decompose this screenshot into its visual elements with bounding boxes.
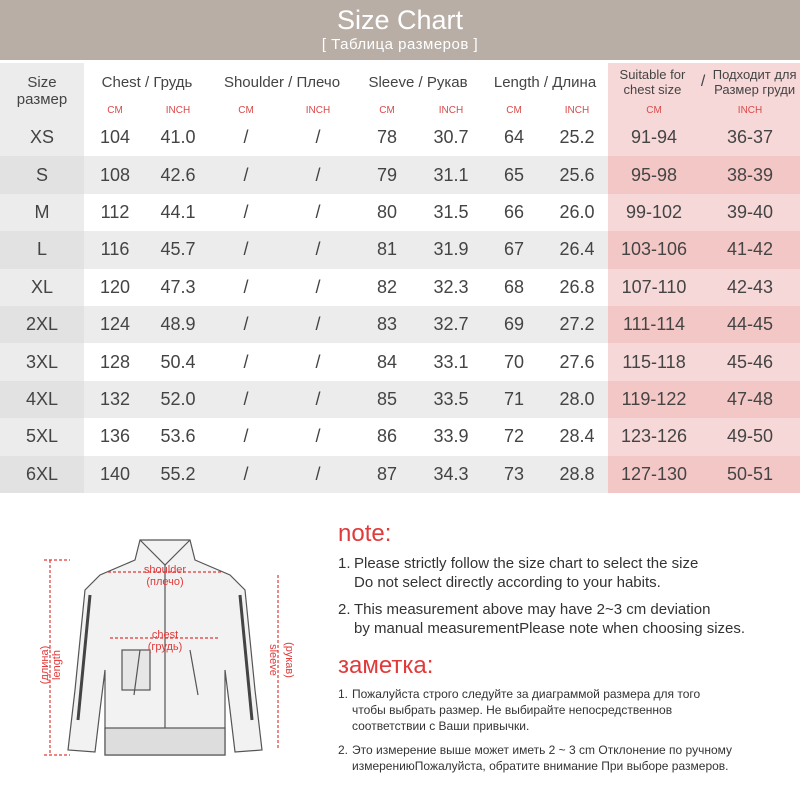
cell-size: L [0, 231, 84, 268]
cell-len-cm: 65 [482, 156, 546, 193]
cell-chest-cm: 112 [84, 194, 146, 231]
unit-inch: INCH [564, 104, 590, 116]
cell-chest-cm: 120 [84, 269, 146, 306]
cell-size: 4XL [0, 381, 84, 418]
ru-note-title: заметка: [338, 652, 434, 679]
cell-len-cm: 72 [482, 418, 546, 455]
cell-size: 5XL [0, 418, 84, 455]
cell-fit-in: 50-51 [700, 456, 800, 493]
header-title: Size Chart [336, 5, 464, 35]
cell-sl-cm: 84 [354, 343, 420, 380]
size-table [0, 63, 800, 493]
unit-cm: CM [506, 104, 522, 116]
cell-size: M [0, 194, 84, 231]
cell-len-cm: 64 [482, 119, 546, 156]
cell-fit-cm: 111-114 [608, 306, 700, 343]
cell-len-cm: 73 [482, 456, 546, 493]
cell-sl-cm: 85 [354, 381, 420, 418]
table-row [0, 269, 800, 306]
cell-fit-in: 41-42 [700, 231, 800, 268]
cell-sl-in: 30.7 [420, 119, 482, 156]
cell-sl-in: 33.5 [420, 381, 482, 418]
chest-label-en: chest [151, 629, 179, 641]
cell-len-in: 27.2 [546, 306, 608, 343]
cell-sl-cm: 82 [354, 269, 420, 306]
sleeve-label-en: sleeve [267, 644, 279, 676]
cell-sh-cm: / [210, 306, 282, 343]
cell-sl-in: 34.3 [420, 456, 482, 493]
cell-sl-cm: 80 [354, 194, 420, 231]
cell-fit-in: 42-43 [700, 269, 800, 306]
cell-fit-cm: 99-102 [608, 194, 700, 231]
note-number: 2. [338, 601, 351, 618]
cell-fit-cm: 115-118 [608, 343, 700, 380]
cell-fit-cm: 119-122 [608, 381, 700, 418]
cell-fit-in: 49-50 [700, 418, 800, 455]
note-text: Do not select directly according to your habits. [354, 574, 661, 591]
cell-len-cm: 68 [482, 269, 546, 306]
sleeve-label-ru: (рукав) [283, 642, 295, 678]
cell-sl-in: 33.1 [420, 343, 482, 380]
cell-sh-in: / [282, 119, 354, 156]
cell-sh-in: / [282, 418, 354, 455]
col-shoulder-header: Shoulder / Плечо [223, 73, 341, 91]
cell-len-cm: 71 [482, 381, 546, 418]
ru-note-text: Пожалуйста строго следуйте за диаграммой размера для того [352, 687, 701, 701]
length-label-ru: (длина) [39, 645, 51, 685]
cell-sh-in: / [282, 381, 354, 418]
cell-chest-in: 52.0 [146, 381, 210, 418]
cell-sl-in: 32.7 [420, 306, 482, 343]
cell-size: XL [0, 269, 84, 306]
unit-inch: INCH [438, 104, 464, 116]
suitable-ru-label: Подходит для Размер груди [712, 67, 797, 97]
cell-len-cm: 67 [482, 231, 546, 268]
cell-chest-in: 45.7 [146, 231, 210, 268]
ru-note-number: 2. [338, 743, 349, 757]
jacket-measurement-diagram [30, 520, 300, 780]
cell-sl-in: 33.9 [420, 418, 482, 455]
cell-sh-in: / [282, 306, 354, 343]
cell-sl-cm: 78 [354, 119, 420, 156]
table-header-row [0, 63, 800, 101]
cell-fit-in: 44-45 [700, 306, 800, 343]
cell-sl-in: 31.1 [420, 156, 482, 193]
table-row [0, 418, 800, 455]
cell-sh-cm: / [210, 343, 282, 380]
cell-sh-cm: / [210, 418, 282, 455]
table-row [0, 306, 800, 343]
note-text: This measurement above may have 2~3 cm deviation [354, 601, 711, 618]
cell-fit-in: 47-48 [700, 381, 800, 418]
cell-len-in: 28.4 [546, 418, 608, 455]
cell-sh-cm: / [210, 456, 282, 493]
cell-chest-cm: 136 [84, 418, 146, 455]
cell-fit-cm: 107-110 [608, 269, 700, 306]
cell-sh-in: / [282, 156, 354, 193]
cell-len-cm: 70 [482, 343, 546, 380]
cell-sh-cm: / [210, 381, 282, 418]
cell-chest-in: 55.2 [146, 456, 210, 493]
col-size-header: Size размер [0, 63, 84, 119]
cell-chest-in: 41.0 [146, 119, 210, 156]
cell-sl-in: 32.3 [420, 269, 482, 306]
ru-note-number: 1. [338, 687, 349, 701]
cell-sh-in: / [282, 269, 354, 306]
cell-size: 2XL [0, 306, 84, 343]
col-chest-header: Chest / Грудь [101, 73, 193, 91]
cell-chest-cm: 108 [84, 156, 146, 193]
note-title: note: [338, 520, 392, 547]
cell-len-in: 28.0 [546, 381, 608, 418]
cell-fit-cm: 95-98 [608, 156, 700, 193]
length-label-en: length [51, 650, 63, 680]
col-suitable-header [608, 63, 800, 101]
cell-size: 6XL [0, 456, 84, 493]
cell-fit-in: 45-46 [700, 343, 800, 380]
note-item-1 [338, 554, 800, 592]
unit-cm: CM [238, 104, 254, 116]
header-subtitle: [ Таблица размеров ] [321, 36, 479, 53]
cell-chest-in: 42.6 [146, 156, 210, 193]
cell-sl-cm: 83 [354, 306, 420, 343]
cell-fit-in: 38-39 [700, 156, 800, 193]
ru-note-text: Это измерение выше может иметь 2 ~ 3 cm Отклонение по ручному [352, 743, 733, 757]
ru-note-text: измерениюПожалуйста, обратите внимание При выборе размеров. [352, 759, 729, 773]
cell-len-in: 26.0 [546, 194, 608, 231]
cell-len-in: 28.8 [546, 456, 608, 493]
ru-note-text: соответствии с Ваши привычки. [352, 719, 530, 733]
cell-len-cm: 69 [482, 306, 546, 343]
note-number: 1. [338, 555, 351, 572]
note-text: by manual measurementPlease note when choosing sizes. [354, 620, 746, 637]
note-text: Please strictly follow the size chart to select the size [354, 555, 699, 572]
cell-fit-cm: 103-106 [608, 231, 700, 268]
cell-size: 3XL [0, 343, 84, 380]
cell-sh-cm: / [210, 269, 282, 306]
cell-fit-cm: 91-94 [608, 119, 700, 156]
cell-sh-cm: / [210, 119, 282, 156]
ru-note-item-1 [338, 686, 800, 734]
cell-chest-in: 53.6 [146, 418, 210, 455]
unit-cm: CM [379, 104, 395, 116]
table-row [0, 231, 800, 268]
cell-chest-cm: 140 [84, 456, 146, 493]
cell-sl-cm: 81 [354, 231, 420, 268]
unit-inch: INCH [165, 104, 191, 116]
shoulder-label-en: shoulder [143, 564, 187, 576]
cell-sh-cm: / [210, 156, 282, 193]
cell-len-in: 26.8 [546, 269, 608, 306]
cell-sl-cm: 79 [354, 156, 420, 193]
cell-len-in: 26.4 [546, 231, 608, 268]
cell-chest-in: 44.1 [146, 194, 210, 231]
ru-note-item-2 [338, 742, 800, 774]
col-length-header: Length / Длина [493, 73, 597, 91]
notes-section [338, 520, 800, 782]
unit-inch: INCH [305, 104, 331, 116]
unit-cm: CM [107, 104, 123, 116]
cell-sh-in: / [282, 456, 354, 493]
cell-fit-in: 39-40 [700, 194, 800, 231]
table-row [0, 156, 800, 193]
cell-sl-cm: 86 [354, 418, 420, 455]
cell-fit-in: 36-37 [700, 119, 800, 156]
cell-chest-in: 50.4 [146, 343, 210, 380]
cell-sh-cm: / [210, 194, 282, 231]
suitable-en-label: Suitable for chest size [619, 67, 686, 97]
table-row [0, 194, 800, 231]
cell-sl-in: 31.9 [420, 231, 482, 268]
note-item-2 [338, 600, 800, 638]
unit-cm: CM [608, 101, 700, 119]
table-row [0, 119, 800, 156]
cell-chest-cm: 132 [84, 381, 146, 418]
cell-len-in: 25.2 [546, 119, 608, 156]
cell-chest-cm: 104 [84, 119, 146, 156]
table-row [0, 381, 800, 418]
cell-sh-in: / [282, 231, 354, 268]
cell-fit-cm: 127-130 [608, 456, 700, 493]
cell-sh-in: / [282, 194, 354, 231]
ru-note-text: чтобы выбрать размер. Не выбирайте непосредственнов [352, 703, 673, 717]
cell-chest-cm: 124 [84, 306, 146, 343]
unit-inch: INCH [700, 101, 800, 119]
cell-sh-in: / [282, 343, 354, 380]
table-row [0, 343, 800, 380]
cell-size: S [0, 156, 84, 193]
table-units-row [0, 101, 800, 119]
cell-len-in: 25.6 [546, 156, 608, 193]
cell-len-in: 27.6 [546, 343, 608, 380]
shoulder-label-ru: (плечо) [146, 576, 184, 588]
cell-chest-in: 48.9 [146, 306, 210, 343]
size-chart-header [0, 0, 800, 60]
cell-sl-in: 31.5 [420, 194, 482, 231]
cell-sh-cm: / [210, 231, 282, 268]
chest-label-ru: (грудь) [147, 641, 183, 653]
col-sleeve-header: Sleeve / Рукав [368, 73, 468, 91]
cell-fit-cm: 123-126 [608, 418, 700, 455]
cell-chest-cm: 128 [84, 343, 146, 380]
table-row [0, 456, 800, 493]
cell-sl-cm: 87 [354, 456, 420, 493]
cell-size: XS [0, 119, 84, 156]
cell-len-cm: 66 [482, 194, 546, 231]
cell-chest-in: 47.3 [146, 269, 210, 306]
cell-chest-cm: 116 [84, 231, 146, 268]
suitable-slash: / [700, 73, 706, 90]
